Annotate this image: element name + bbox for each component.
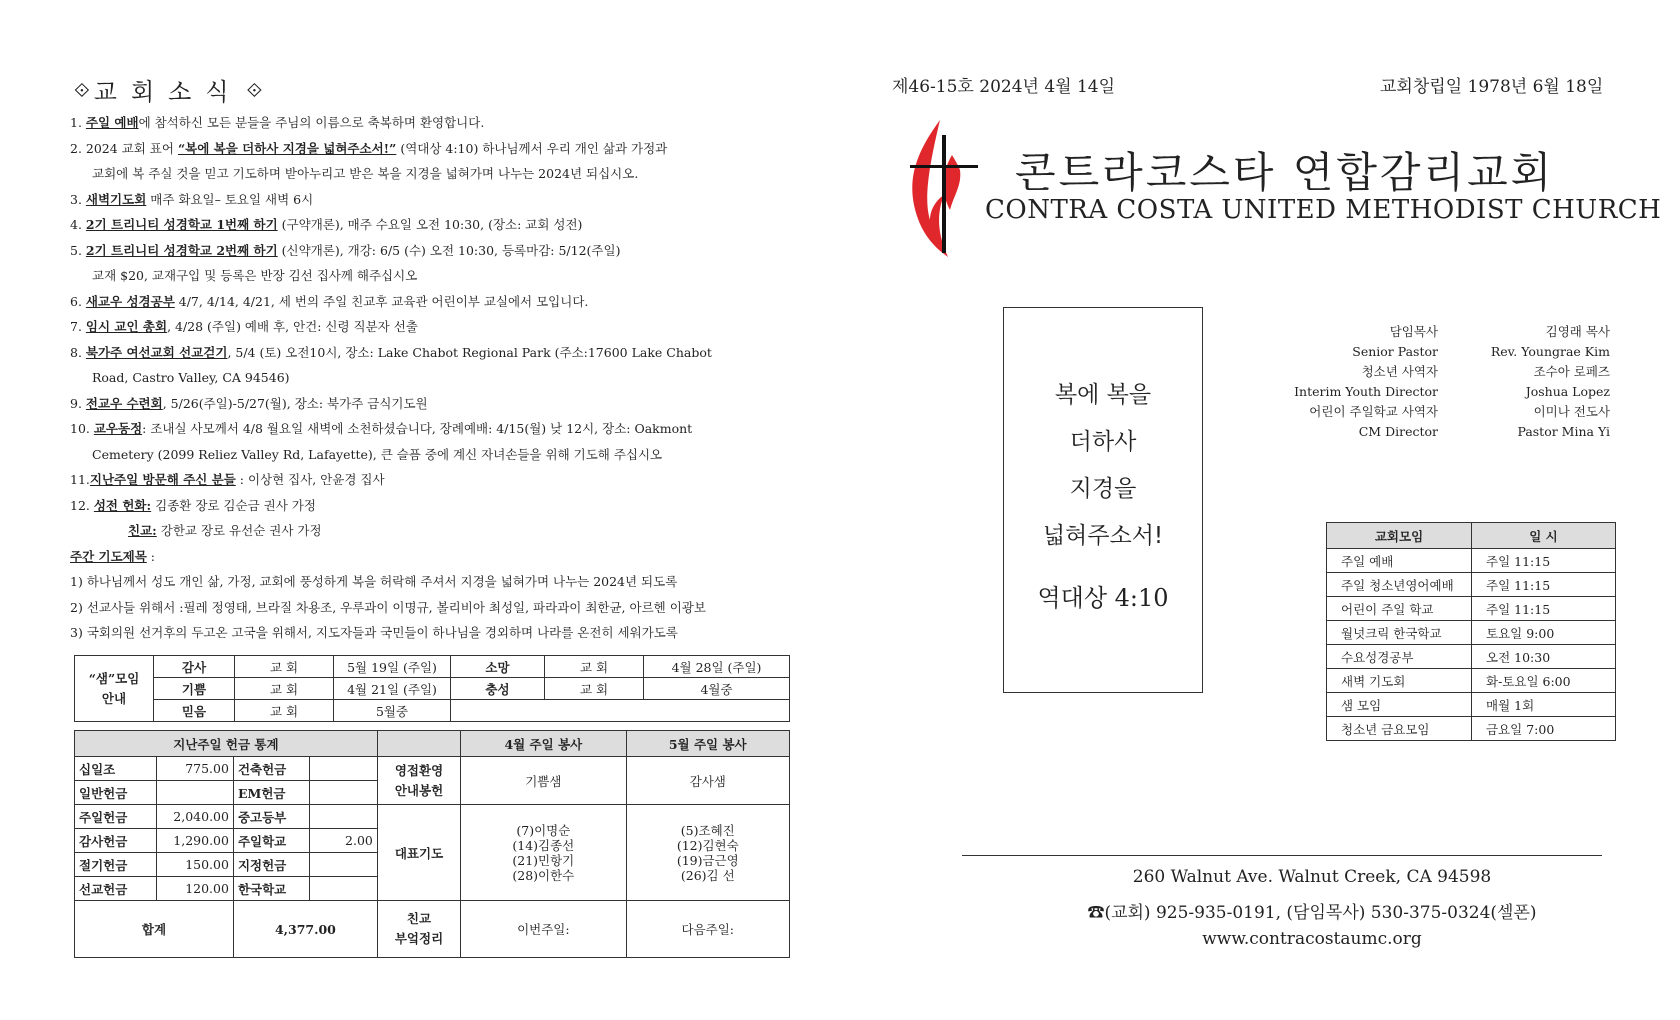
april-service-header: 4월 주일 봉사	[461, 731, 626, 757]
schedule-event: 청소년 금요모임	[1327, 717, 1472, 741]
schedule-time: 주일 11:15	[1472, 597, 1616, 621]
schedule-event: 주일 청소년영어예배	[1327, 573, 1472, 597]
sem-cell: 교 회	[235, 678, 334, 700]
motto-line: 넓혀주소서!	[1042, 523, 1164, 549]
news-item-number: 2)	[70, 599, 87, 615]
offering-key: 절기헌금	[75, 853, 157, 877]
news-item-text: , 5/4 (토) 오전10시, 장소: Lake Chabot Regional Park (주소:17600 Lake Chabot	[227, 344, 712, 360]
offering-value: 1,290.00	[157, 829, 234, 853]
news-item-text: 교회에 복 주실 것을 믿고 기도하며 받아누리고 받은 복을 지경을 넓혀가며 나누는 2024년 되십시오.	[92, 166, 639, 181]
motto-line: 지경을	[1069, 476, 1137, 502]
offering-value	[157, 781, 234, 805]
staff-name: 김영래 목사	[1545, 324, 1610, 339]
sem-cell: 믿음	[154, 700, 235, 722]
sem-cell: 충성	[451, 678, 545, 700]
news-item-text: 교재 $20, 교재구입 및 등록은 반장 김선 집사께 해주십시오	[92, 268, 418, 283]
news-item-heading: 북가주 여선교회 선교걷기	[85, 344, 228, 360]
news-item-number: 4.	[70, 217, 86, 232]
offering-key: 주일학교	[233, 829, 309, 853]
news-item-heading: 주일 예배	[85, 115, 139, 130]
news-item-number: 12.	[70, 497, 94, 513]
news-item	[70, 544, 790, 570]
offering-value	[309, 877, 377, 901]
offering-value: 150.00	[157, 853, 234, 877]
news-item-text: 매주 화요일– 토요일 새벽 6시	[146, 191, 314, 207]
schedule-time: 토요일 9:00	[1472, 621, 1616, 645]
schedule-event: 어린이 주일 학교	[1327, 597, 1472, 621]
diamond-icon: ⟐	[246, 77, 263, 102]
staff-role: 청소년 사역자	[1361, 364, 1438, 379]
news-item	[70, 416, 790, 442]
offering-key: EM헌금	[233, 781, 309, 805]
prayer-label: 대표기도	[377, 805, 460, 901]
offering-key: 일반헌금	[75, 781, 157, 805]
offering-value	[309, 781, 377, 805]
offering-key: 감사헌금	[75, 829, 157, 853]
offering-value: 120.00	[157, 877, 234, 901]
sem-label: “샘”모임 안내	[75, 656, 154, 722]
news-item	[70, 518, 790, 544]
news-item-number: 1)	[70, 574, 87, 589]
schedule-event: 샘 모임	[1327, 693, 1472, 717]
news-item-heading: “복에 복을 더하사 지경을 넓혀주소서!”	[177, 140, 397, 156]
news-item-text: : 조내실 사모께서 4/8 월요일 새벽에 소천하셨습니다, 장례예배: 4/15(월) 낮 12시, 장소: Oakmont	[142, 421, 693, 436]
news-item	[70, 340, 790, 366]
news-item	[70, 595, 790, 621]
offering-header: 지난주일 헌금 통계	[75, 731, 378, 757]
sem-table	[74, 655, 790, 722]
greet-may: 감사샘	[626, 757, 789, 805]
news-item-text: 국회의원 선거후의 두고온 고국을 위해서, 지도자들과 국민들이 하나님을 경외하며 나라를 온전히 세워가도록	[86, 625, 678, 640]
offering-key: 지정헌금	[233, 853, 309, 877]
divider-line	[962, 855, 1602, 856]
schedule-event: 월넛크릭 한국학교	[1327, 621, 1472, 645]
news-item-heading: 임시 교인 총회	[85, 319, 168, 334]
total-label: 합계	[75, 901, 234, 958]
motto-verse: 역대상 4:10	[1037, 584, 1169, 612]
schedule-header: 일 시	[1472, 523, 1616, 549]
founding-date: 교회창립일 1978년 6월 18일	[1380, 77, 1604, 97]
offering-value: 775.00	[157, 757, 234, 781]
news-item-heading: 새교우 성경공부	[85, 293, 175, 309]
news-item-text: , 4/28 (주일) 예배 후, 안건: 신령 직분자 선출	[167, 319, 418, 334]
offering-key: 중고등부	[233, 805, 309, 829]
prayer-may: (5)조혜진 (12)김현숙 (19)금근영 (26)김 선	[626, 805, 789, 901]
staff-role: Senior Pastor	[1352, 344, 1438, 359]
news-item-heading: 친교:	[128, 523, 157, 538]
total-value: 4,377.00	[233, 901, 377, 958]
news-item	[70, 391, 790, 417]
news-item-heading: 새벽기도회	[85, 191, 147, 207]
offering-key: 선교헌금	[75, 877, 157, 901]
news-item-number: 1.	[70, 115, 86, 130]
staff-roles	[1238, 322, 1438, 442]
schedule-table	[1326, 522, 1616, 741]
offering-key: 십일조	[75, 757, 157, 781]
news-item	[70, 365, 790, 391]
staff-role: CM Director	[1358, 424, 1438, 439]
church-phone: ☎(교회) 925-935-0191, (담임목사) 530-375-0324(셀폰)	[1087, 903, 1537, 923]
news-item	[70, 212, 790, 238]
staff-role: Interim Youth Director	[1294, 384, 1438, 399]
staff-name: Pastor Mina Yi	[1517, 424, 1610, 439]
motto-box	[1003, 307, 1203, 693]
offering-key: 건축헌금	[233, 757, 309, 781]
news-item	[70, 620, 790, 646]
news-item	[70, 136, 790, 162]
news-item	[70, 442, 790, 468]
schedule-time: 화-토요일 6:00	[1472, 669, 1616, 693]
news-item-heading: 2기 트리니티 성경학교 1번째 하기	[85, 217, 278, 232]
staff-role: 담임목사	[1389, 324, 1438, 339]
news-item-text: (신약개론), 개강: 6/5 (수) 오전 10:30, 등록마감: 5/12(주일)	[277, 242, 621, 258]
staff-role: 어린이 주일학교 사역자	[1309, 404, 1438, 419]
fellowship-next-week: 다음주일:	[626, 901, 789, 958]
offering-table	[74, 730, 790, 958]
news-list	[70, 110, 790, 646]
church-website[interactable]: www.contracostaumc.org	[1202, 929, 1422, 949]
news-item-text: 선교사들 위해서 :필레 정영태, 브라질 차용조, 우루과이 이명규, 볼리비아 최성일, 파라과이 최한균, 아르헨 이광보	[86, 599, 706, 615]
news-item-number: 5.	[70, 242, 86, 258]
staff-name: Joshua Lopez	[1525, 384, 1610, 399]
news-item	[70, 314, 790, 340]
church-address: 260 Walnut Ave. Walnut Creek, CA 94598	[1132, 867, 1492, 887]
issue-date: 제46-15호 2024년 4월 14일	[892, 77, 1116, 97]
schedule-event: 수요성경공부	[1327, 645, 1472, 669]
news-item-heading: 성전 헌화:	[93, 497, 152, 513]
news-item	[70, 161, 790, 187]
news-item-number: 2. 2024 교회 표어	[70, 140, 178, 156]
church-name-english: CONTRA COSTA UNITED METHODIST CHURCH	[985, 195, 1662, 225]
news-item-text: (역대상 4:10) 하나님께서 우리 개인 삶과 가정과	[396, 140, 668, 156]
news-item-text: Road, Castro Valley, CA 94546)	[92, 370, 290, 385]
news-item-text: 4/7, 4/14, 4/21, 세 번의 주일 친교후 교육관 어린이부 교실에서 모입니다.	[174, 293, 589, 309]
fellowship-this-week: 이번주일:	[461, 901, 626, 958]
cross-flame-logo	[900, 115, 980, 260]
sem-cell: 4월중	[644, 678, 790, 700]
offering-value: 2.00	[309, 829, 377, 853]
news-item-number: 8.	[70, 344, 86, 360]
news-title	[70, 72, 266, 107]
sem-cell: 교 회	[235, 700, 334, 722]
church-name-korean: 콘트라코스타 연합감리교회	[1015, 148, 1555, 197]
news-item-text: :	[146, 548, 155, 564]
motto-line: 더하사	[1069, 429, 1137, 455]
news-item	[70, 467, 790, 493]
sem-cell: 소망	[451, 656, 545, 678]
greet-label: 영접환영 안내봉헌	[377, 757, 460, 805]
news-item-number: 9.	[70, 395, 86, 411]
offering-value	[309, 805, 377, 829]
staff-name: 이미나 전도사	[1533, 404, 1610, 419]
news-item-number: 3.	[70, 191, 86, 207]
news-item	[70, 238, 790, 264]
news-item-text: 강한교 장로 유선순 권사 가정	[156, 523, 322, 538]
sem-cell: 5월 19일 (주일)	[334, 656, 451, 678]
news-item	[70, 493, 790, 519]
news-item-number: 7.	[70, 319, 86, 334]
sem-cell: 5월중	[334, 700, 451, 722]
news-item-number: 11.	[70, 472, 90, 487]
news-item	[70, 263, 790, 289]
news-item	[70, 569, 790, 595]
offering-value	[309, 757, 377, 781]
motto-line: 복에 복을	[1054, 382, 1152, 408]
news-item	[70, 110, 790, 136]
sem-cell: 교 회	[545, 656, 644, 678]
news-item-text: , 5/26(주일)-5/27(월), 장소: 북가주 금식기도원	[162, 395, 428, 411]
offering-key: 주일헌금	[75, 805, 157, 829]
prayer-april: (7)이명순 (14)김종선 (21)민항기 (28)이한수	[461, 805, 626, 901]
sem-cell-empty	[451, 700, 790, 722]
staff-name: Rev. Youngrae Kim	[1490, 344, 1610, 359]
news-item-number: 6.	[70, 293, 86, 309]
diamond-icon: ⟐	[74, 77, 90, 102]
news-item-text: : 이상현 집사, 안윤경 집사	[235, 472, 385, 487]
schedule-header: 교회모임	[1327, 523, 1472, 549]
fellowship-label: 친교 부엌정리	[377, 901, 460, 958]
greet-april: 기쁨샘	[461, 757, 626, 805]
news-item-text: 김종환 장로 김순금 권사 가정	[151, 497, 316, 513]
sem-cell: 4월 28일 (주일)	[644, 656, 790, 678]
offering-header-blank	[377, 731, 460, 757]
sem-cell: 감사	[154, 656, 235, 678]
sem-cell: 기쁨	[154, 678, 235, 700]
schedule-time: 매월 1회	[1472, 693, 1616, 717]
schedule-time: 주일 11:15	[1472, 573, 1616, 597]
staff-name: 조수아 로페즈	[1533, 364, 1610, 379]
news-item-text: 에 참석하신 모든 분들을 주님의 이름으로 축복하며 환영합니다.	[138, 115, 485, 130]
sem-cell: 교 회	[235, 656, 334, 678]
news-item-heading: 전교우 수련회	[85, 395, 163, 411]
news-item-heading: 2기 트리니티 성경학교 2번째 하기	[85, 242, 278, 258]
schedule-time: 주일 11:15	[1472, 549, 1616, 573]
news-item-heading: 주간 기도제목	[70, 548, 147, 564]
news-item-number: 3)	[70, 625, 87, 640]
news-item-text: Cemetery (2099 Reliez Valley Rd, Lafayette), 큰 슬픔 중에 계신 자녀손들을 위해 기도해 주십시오	[92, 446, 663, 462]
news-item-number: 10.	[70, 421, 94, 436]
sem-cell: 교 회	[545, 678, 644, 700]
offering-key: 한국학교	[233, 877, 309, 901]
sem-cell: 4월 21일 (주일)	[334, 678, 451, 700]
schedule-time: 오전 10:30	[1472, 645, 1616, 669]
news-title-text: 교회소식	[93, 78, 243, 106]
may-service-header: 5월 주일 봉사	[626, 731, 789, 757]
schedule-time: 금요일 7:00	[1472, 717, 1616, 741]
news-item-heading: 지난주일 방문해 주신 분들	[89, 472, 236, 487]
schedule-event: 새벽 기도회	[1327, 669, 1472, 693]
staff-names	[1450, 322, 1610, 442]
news-item	[70, 187, 790, 213]
news-item-text: (구약개론), 매주 수요일 오전 10:30, (장소: 교회 성전)	[277, 217, 583, 232]
news-item	[70, 289, 790, 315]
schedule-event: 주일 예배	[1327, 549, 1472, 573]
news-item-text: 하나님께서 성도 개인 삶, 가정, 교회에 풍성하게 복을 허락해 주셔서 지경을 넓혀가며 나누는 2024년 되도록	[86, 574, 678, 589]
offering-value: 2,040.00	[157, 805, 234, 829]
news-item-heading: 교우동정	[93, 421, 143, 436]
offering-value	[309, 853, 377, 877]
